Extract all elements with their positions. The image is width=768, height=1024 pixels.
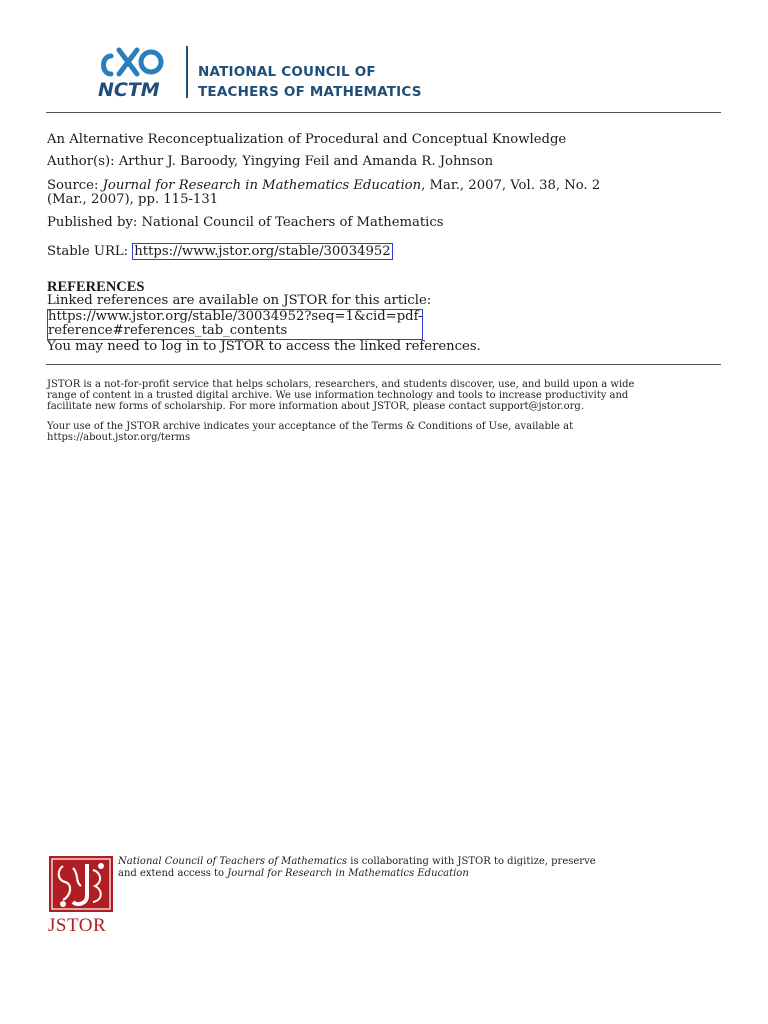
nctm-logo-icon xyxy=(97,44,175,102)
top-divider xyxy=(46,112,721,113)
notice-line-3: facilitate new forms of scholarship. For more information about JSTOR, please contact support@jstor.org. xyxy=(47,401,584,412)
source-pages: (Mar., 2007), pp. 115-131 xyxy=(47,192,219,207)
collab-line2-pre: and extend access to xyxy=(118,868,228,879)
references-link-line-2[interactable]: reference#references_tab_contents xyxy=(48,323,288,339)
references-body xyxy=(47,294,481,354)
stable-url-label: Stable URL: xyxy=(47,244,133,259)
notice-line-1: JSTOR is a not-for-profit service that helps scholars, researchers, and students discover, use, and build upon a wide xyxy=(47,379,635,390)
nctm-org-name xyxy=(198,62,422,102)
jstor-notice xyxy=(47,379,634,412)
source-journal: Journal for Research in Mathematics Education xyxy=(102,178,422,193)
source-details: , Mar., 2007, Vol. 38, No. 2 xyxy=(421,178,601,193)
terms-notice xyxy=(47,421,573,443)
nctm-logo xyxy=(97,44,175,102)
notice-line-2: range of content in a trusted digital archive. We use information technology and tools to increase productivity and xyxy=(47,390,629,401)
references-intro: Linked references are available on JSTOR for this article: xyxy=(47,293,432,308)
references-link-line-1[interactable]: https://www.jstor.org/stable/30034952?seq=1&cid=pdf- xyxy=(48,308,423,324)
collaboration-statement xyxy=(118,856,596,880)
collab-org: National Council of Teachers of Mathematics xyxy=(118,856,348,867)
source-label: Source: xyxy=(47,178,103,193)
references-login-note: You may need to log in to JSTOR to access the linked references. xyxy=(47,338,481,354)
org-line-2: TEACHERS OF MATHEMATICS xyxy=(198,84,422,100)
stable-url-link[interactable]: https://www.jstor.org/stable/30034952 xyxy=(134,244,391,259)
terms-url[interactable]: https://about.jstor.org/terms xyxy=(47,432,191,443)
terms-line-1: Your use of the JSTOR archive indicates your acceptance of the Terms & Conditions of Use, available at xyxy=(47,421,574,432)
collab-journal: Journal for Research in Mathematics Education xyxy=(227,868,469,879)
article-authors: Author(s): Arthur J. Baroody, Yingying Feil and Amanda R. Johnson xyxy=(47,154,494,169)
published-by: Published by: National Council of Teachers of Mathematics xyxy=(47,215,444,230)
logo-divider xyxy=(186,46,188,98)
jstor-wordmark: JSTOR xyxy=(48,915,107,936)
collab-line-2 xyxy=(118,868,596,880)
collab-line-1 xyxy=(118,856,596,868)
references-link[interactable] xyxy=(47,309,423,340)
jstor-emblem-icon xyxy=(49,856,113,912)
article-title: An Alternative Reconceptualization of Procedural and Conceptual Knowledge xyxy=(47,132,567,147)
jstor-logo xyxy=(49,856,113,912)
collab-mid: is collaborating with JSTOR to digitize, preserve xyxy=(347,856,596,867)
references-heading: REFERENCES xyxy=(47,279,145,295)
nctm-logo-text: NCTM xyxy=(98,79,160,101)
org-line-1: NATIONAL COUNCIL OF xyxy=(198,64,376,80)
stable-url-row xyxy=(47,244,393,260)
middle-divider xyxy=(46,364,721,365)
